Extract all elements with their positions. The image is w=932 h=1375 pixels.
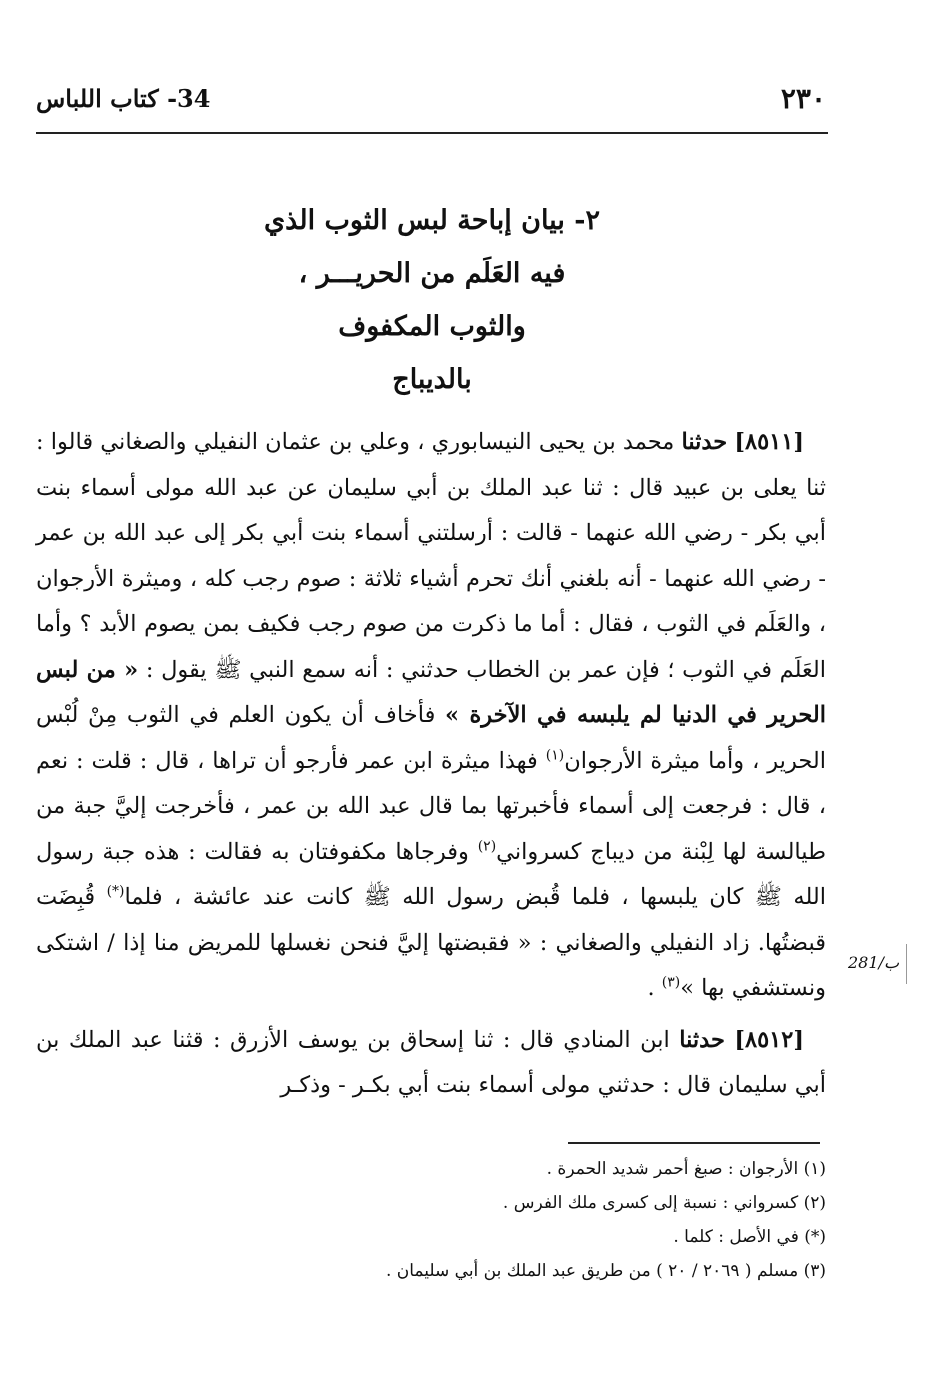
footnote-ref[interactable]: (*) [106,883,125,900]
hadith-8511 [36,420,826,1012]
footnotes [36,1152,826,1288]
chapter-title-line-3: والثوب المكفوف [338,311,526,342]
footnote-item: (*) في الأصل : كلما . [673,1227,826,1247]
footnote-ref[interactable]: (١) [545,747,565,763]
hadith-text: فهذا ميثرة ابن عمر فأرجو أن تراها ، قال : قلت : نعم ، قال : فرجعت إلى أسماء فأخبرتها بما قال عبد الله بن عمر ، فأخرجت إليَّ جبة من طيالسة لها لِبْنة من ديباج كسرواني [36,747,826,865]
page-number: ٢٣٠ [780,82,826,115]
footnote-item: (١) الأرجوان : صبغ أحمر شديد الحمرة . [546,1159,826,1179]
footnote-ref[interactable]: (٢) [477,838,497,854]
running-title: 34- كتاب اللباس [36,84,211,113]
hadith-number: [٨٥١٢] [734,1026,804,1053]
footnote-ref[interactable]: (٣) [661,974,681,991]
prophetic-quote: « من لبس الحرير في الدنيا لم يلبسه في الآخرة » [36,656,826,728]
hadith-number: [٨٥١١] [734,429,805,455]
hadith-lead: حدثنا [681,429,728,455]
hadith-text: محمد بن يحيى النيسابوري ، وعلي بن عثمان النفيلي والصغاني قالوا : ثنا يعلى بن عبيد قال : ثنا عبد الملك بن أبي سليمان عن عبد الله مولى أسماء بنت أبي بكر - رضي الله عنهما - قالت : أرسلتني أسماء بنت أبي بكر إلى عبد الله بن عمر - رضي الله عنهما - أنه بلغني أنك تحرم أشياء ثلاثة : صوم رجب كله ، وميثرة الأرجوان ، والعَلَم في الثوب ، فقال : أما ما ذكرت من صوم رجب فكيف بمن يصوم الأبد ؟ وأما العَلَم في الثوب ؛ فإن عمر بن الخطاب حدثني : أنه سمع النبي ﷺ يقول : [36,429,826,683]
footnote-item: (٣) مسلم ( ٢٠٦٩ / ٢٠ ) من طريق عبد الملك بن أبي سليمان . [385,1261,826,1281]
hadith-text: . [647,975,655,1001]
page-header [36,82,826,122]
hadith-text: وفرجاها مكفوفتان به فقالت : هذه جبة رسول الله ﷺ كان يلبسها ، فلما قُبض رسول الله ﷺ كانت عند عائشة ، فلما [36,838,827,910]
hadith-text: قُبِضَت قبضتُها. زاد النفيلي والصغاني : « فقبضتها إليَّ فنحن نغسلها للمريض منا إذا / اشتكى ونستشفي بها » [36,884,826,1001]
chapter-title-line-2: فيه العَلَم من الحريـــر ، [298,258,566,289]
header-rule [36,132,828,134]
footnote-item: (٢) كسرواني : نسبة إلى كسرى ملك الفرس . [502,1193,826,1213]
chapter-title-line-4: بالديباج [392,364,472,395]
hadith-8512 [36,1018,826,1109]
hadith-text: فأخاف أن يكون العلم في الثوب مِنْ لُبْس الحرير ، وأما ميثرة الأرجوان [36,702,826,774]
chapter-title-line-1: ٢- بيان إباحة لبس الثوب الذي [264,205,600,236]
manuscript-folio-note: 281/ب [848,953,899,972]
margin-divider [906,944,907,984]
footnote-rule [568,1142,820,1144]
hadith-lead: حدثنا [679,1026,725,1053]
hadith-text: ابن المنادي قال : ثنا إسحاق بن يوسف الأزرق : قثنا عبد الملك بن أبي سليمان قال : حدثني مولى أسماء بنت أبي بكـر - وذكـر [36,1026,826,1098]
main-text [36,420,826,1109]
